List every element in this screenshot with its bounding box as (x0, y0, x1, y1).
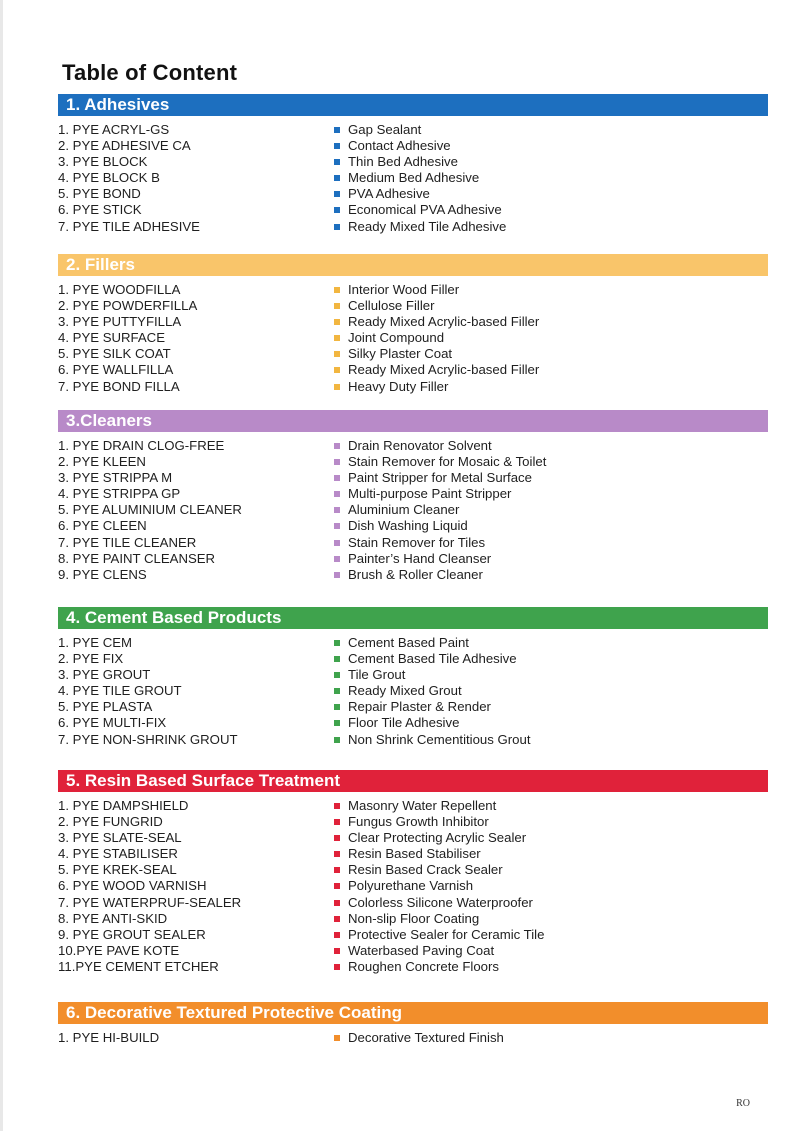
product-name: 3. PYE SLATE-SEAL (58, 830, 182, 846)
product-name: 2. PYE FUNGRID (58, 814, 163, 830)
square-bullet-icon (334, 443, 340, 449)
list-item (58, 454, 768, 470)
product-description: Resin Based Stabiliser (348, 846, 481, 862)
list-item (58, 518, 768, 534)
list-item (58, 732, 768, 748)
list-item (58, 379, 768, 395)
product-description: Economical PVA Adhesive (348, 202, 502, 218)
section-items (58, 432, 768, 583)
square-bullet-icon (334, 819, 340, 825)
list-item (58, 551, 768, 567)
square-bullet-icon (334, 720, 340, 726)
square-bullet-icon (334, 459, 340, 465)
product-name: 5. PYE KREK-SEAL (58, 862, 177, 878)
list-item (58, 535, 768, 551)
section-3 (58, 410, 768, 583)
product-description: Multi-purpose Paint Stripper (348, 486, 512, 502)
square-bullet-icon (334, 143, 340, 149)
square-bullet-icon (334, 475, 340, 481)
list-item (58, 943, 768, 959)
list-item (58, 470, 768, 486)
product-name: 2. PYE POWDERFILLA (58, 298, 198, 314)
product-name: 5. PYE BOND (58, 186, 141, 202)
square-bullet-icon (334, 900, 340, 906)
product-name: 3. PYE STRIPPA M (58, 470, 173, 486)
product-name: 7. PYE WATERPRUF-SEALER (58, 894, 242, 910)
section-heading: 6. Decorative Textured Protective Coating (58, 1002, 768, 1024)
list-item (58, 683, 768, 699)
square-bullet-icon (334, 367, 340, 373)
product-description: Heavy Duty Filler (348, 378, 449, 394)
square-bullet-icon (334, 351, 340, 357)
square-bullet-icon (334, 191, 340, 197)
square-bullet-icon (334, 335, 340, 341)
product-name: 1. PYE CEM (58, 635, 133, 650)
product-description: Ready Mixed Acrylic-based Filler (348, 362, 540, 378)
product-description: PVA Adhesive (348, 186, 430, 202)
product-description: Interior Wood Filler (348, 282, 460, 297)
list-item (58, 878, 768, 894)
product-name: 7. PYE NON-SHRINK GROUT (58, 731, 238, 747)
square-bullet-icon (334, 1035, 340, 1041)
list-item (58, 486, 768, 502)
square-bullet-icon (334, 540, 340, 546)
product-description: Waterbased Paving Coat (348, 942, 495, 958)
product-description: Dish Washing Liquid (348, 518, 468, 534)
list-item (58, 202, 768, 218)
product-description: Repair Plaster & Render (348, 699, 491, 715)
square-bullet-icon (334, 303, 340, 309)
product-name: 6. PYE WOOD VARNISH (58, 878, 207, 894)
list-item (58, 298, 768, 314)
product-name: 6. PYE STICK (58, 202, 142, 218)
section-heading: 2. Fillers (58, 254, 768, 276)
product-name: 7. PYE TILE ADHESIVE (58, 218, 200, 234)
page-title: Table of Content (62, 60, 238, 85)
list-item (58, 314, 768, 330)
square-bullet-icon (334, 867, 340, 873)
product-description: Cement Based Tile Adhesive (348, 651, 517, 667)
product-description: Non Shrink Cementitious Grout (348, 731, 531, 747)
product-name: 5. PYE PLASTA (58, 699, 153, 715)
section-heading: 3.Cleaners (58, 410, 768, 432)
product-name: 1. PYE ACRYL-GS (58, 122, 170, 137)
square-bullet-icon (334, 737, 340, 743)
product-name: 10.PYE PAVE KOTE (58, 942, 180, 958)
section-items (58, 116, 768, 235)
square-bullet-icon (334, 932, 340, 938)
product-name: 4. PYE TILE GROUT (58, 683, 182, 699)
product-name: 2. PYE KLEEN (58, 454, 146, 470)
square-bullet-icon (334, 127, 340, 133)
product-description: Ready Mixed Acrylic-based Filler (348, 314, 540, 330)
square-bullet-icon (334, 384, 340, 390)
list-item (58, 830, 768, 846)
list-item (58, 346, 768, 362)
product-description: Masonry Water Repellent (348, 798, 497, 813)
page-label: RO (736, 1098, 750, 1109)
section-1 (58, 94, 768, 235)
list-item (58, 651, 768, 667)
list-item (58, 667, 768, 683)
product-name: 6. PYE CLEEN (58, 518, 147, 534)
list-item (58, 567, 768, 583)
product-name: 3. PYE GROUT (58, 667, 151, 683)
square-bullet-icon (334, 224, 340, 230)
square-bullet-icon (334, 159, 340, 165)
list-item (58, 170, 768, 186)
product-description: Decorative Textured Finish (348, 1030, 504, 1045)
product-name: 6. PYE WALLFILLA (58, 362, 174, 378)
product-description: Cellulose Filler (348, 298, 435, 314)
square-bullet-icon (334, 803, 340, 809)
product-description: Medium Bed Adhesive (348, 170, 480, 186)
section-heading: 4. Cement Based Products (58, 607, 768, 629)
product-description: Stain Remover for Mosaic & Toilet (348, 454, 547, 470)
product-description: Polyurethane Varnish (348, 878, 474, 894)
section-items (58, 1024, 768, 1046)
list-item (58, 635, 768, 651)
product-name: 9. PYE GROUT SEALER (58, 926, 206, 942)
square-bullet-icon (334, 704, 340, 710)
square-bullet-icon (334, 287, 340, 293)
list-item (58, 699, 768, 715)
product-name: 3. PYE PUTTYFILLA (58, 314, 182, 330)
square-bullet-icon (334, 523, 340, 529)
list-item (58, 186, 768, 202)
product-description: Ready Mixed Grout (348, 683, 462, 699)
product-description: Tile Grout (348, 667, 406, 683)
product-name: 1. PYE HI-BUILD (58, 1030, 160, 1045)
product-description: Fungus Growth Inhibitor (348, 814, 489, 830)
product-description: Floor Tile Adhesive (348, 715, 460, 731)
section-6 (58, 1002, 768, 1046)
product-description: Aluminium Cleaner (348, 502, 460, 518)
square-bullet-icon (334, 491, 340, 497)
list-item (58, 154, 768, 170)
product-description: Roughen Concrete Floors (348, 958, 500, 974)
product-description: Silky Plaster Coat (348, 346, 453, 362)
list-item (58, 846, 768, 862)
list-item (58, 362, 768, 378)
list-item (58, 862, 768, 878)
product-description: Brush & Roller Cleaner (348, 566, 483, 582)
page-edge-shadow (0, 0, 3, 1131)
square-bullet-icon (334, 656, 340, 662)
product-name: 1. PYE DRAIN CLOG-FREE (58, 438, 225, 453)
product-description: Contact Adhesive (348, 138, 451, 154)
product-name: 5. PYE ALUMINIUM CLEANER (58, 502, 242, 518)
product-description: Cement Based Paint (348, 635, 469, 650)
section-items (58, 792, 768, 975)
square-bullet-icon (334, 556, 340, 562)
square-bullet-icon (334, 640, 340, 646)
section-4 (58, 607, 768, 748)
section-heading: 1. Adhesives (58, 94, 768, 116)
product-description: Drain Renovator Solvent (348, 438, 492, 453)
product-name: 4. PYE BLOCK B (58, 170, 160, 186)
list-item (58, 798, 768, 814)
product-description: Resin Based Crack Sealer (348, 862, 503, 878)
product-description: Painter’s Hand Cleanser (348, 550, 492, 566)
square-bullet-icon (334, 507, 340, 513)
list-item (58, 502, 768, 518)
list-item (58, 959, 768, 975)
product-name: 2. PYE FIX (58, 651, 124, 667)
product-name: 4. PYE SURFACE (58, 330, 165, 346)
product-name: 1. PYE DAMPSHIELD (58, 798, 189, 813)
product-name: 7. PYE BOND FILLA (58, 378, 180, 394)
square-bullet-icon (334, 851, 340, 857)
product-description: Gap Sealant (348, 122, 422, 137)
square-bullet-icon (334, 964, 340, 970)
list-item (58, 122, 768, 138)
product-name: 3. PYE BLOCK (58, 154, 148, 170)
product-name: 7. PYE TILE CLEANER (58, 534, 197, 550)
section-heading: 5. Resin Based Surface Treatment (58, 770, 768, 792)
square-bullet-icon (334, 175, 340, 181)
product-description: Stain Remover for Tiles (348, 534, 486, 550)
square-bullet-icon (334, 916, 340, 922)
list-item (58, 219, 768, 235)
square-bullet-icon (334, 319, 340, 325)
product-name: 8. PYE PAINT CLEANSER (58, 550, 216, 566)
square-bullet-icon (334, 672, 340, 678)
square-bullet-icon (334, 883, 340, 889)
section-5 (58, 770, 768, 975)
list-item (58, 330, 768, 346)
list-item (58, 715, 768, 731)
product-name: 6. PYE MULTI-FIX (58, 715, 167, 731)
section-2 (58, 254, 768, 395)
list-item (58, 911, 768, 927)
product-description: Joint Compound (348, 330, 445, 346)
list-item (58, 927, 768, 943)
section-items (58, 629, 768, 748)
product-name: 8. PYE ANTI-SKID (58, 910, 168, 926)
product-description: Clear Protecting Acrylic Sealer (348, 830, 527, 846)
list-item (58, 138, 768, 154)
square-bullet-icon (334, 572, 340, 578)
square-bullet-icon (334, 688, 340, 694)
list-item (58, 814, 768, 830)
product-name: 11.PYE CEMENT ETCHER (58, 958, 219, 974)
list-item (58, 1030, 768, 1046)
square-bullet-icon (334, 948, 340, 954)
product-name: 4. PYE STABILISER (58, 846, 178, 862)
product-description: Paint Stripper for Metal Surface (348, 470, 532, 486)
product-description: Non-slip Floor Coating (348, 910, 480, 926)
square-bullet-icon (334, 207, 340, 213)
product-name: 4. PYE STRIPPA GP (58, 486, 181, 502)
list-item (58, 895, 768, 911)
product-name: 9. PYE CLENS (58, 566, 147, 582)
list-item (58, 282, 768, 298)
list-item (58, 438, 768, 454)
product-name: 1. PYE WOODFILLA (58, 282, 181, 297)
product-name: 5. PYE SILK COAT (58, 346, 171, 362)
product-name: 2. PYE ADHESIVE CA (58, 138, 191, 154)
product-description: Thin Bed Adhesive (348, 154, 458, 170)
section-items (58, 276, 768, 395)
product-description: Ready Mixed Tile Adhesive (348, 218, 507, 234)
product-description: Colorless Silicone Waterproofer (348, 894, 533, 910)
square-bullet-icon (334, 835, 340, 841)
product-description: Protective Sealer for Ceramic Tile (348, 926, 545, 942)
